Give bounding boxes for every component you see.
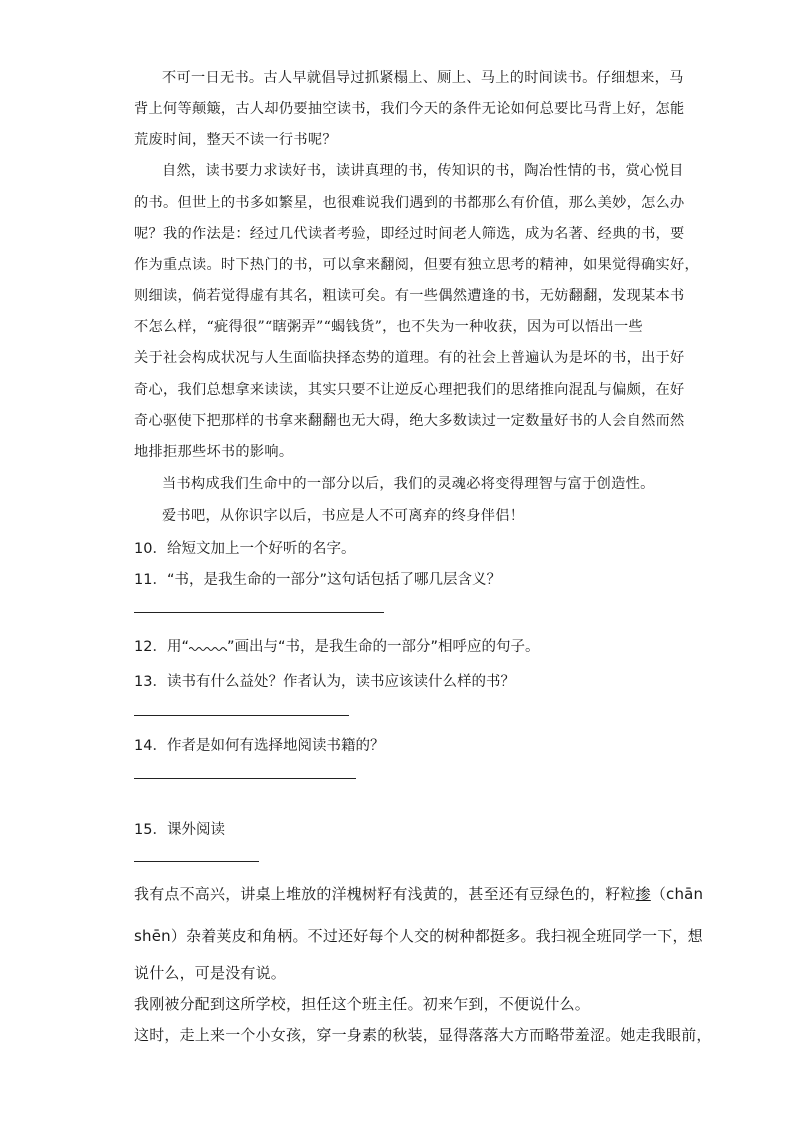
passage-line: 爱书吧，从你识字以后，书应是人不可离弃的终身伴侣！ (162, 508, 525, 524)
reading2-text: 我有点不高兴，讲桌上堆放的洋槐树籽有浅黄的，甚至还有豆绿色的，籽粒 (134, 885, 636, 903)
reading2-line: shēn）杂着荚皮和角柄。不过还好每个人交的树种都挺多。我扫视全班同学一下，想 (134, 927, 703, 945)
question-13: 13．读书有什么益处？作者认为，读书应该读什么样的书？ (134, 674, 515, 690)
passage-line: 作为重点读。时下热门的书，可以拿来翻阅，但要有独立思考的精神，如果觉得确实好， (134, 257, 700, 273)
passage-line: 则细读，倘若觉得虚有其名，粗读可矣。有一些偶然遭逢的书，无妨翻翻，发现某本书 (134, 288, 685, 304)
q12-prefix: 12．用“ (134, 639, 189, 655)
passage-line: 不怎么样，“疵得很”“瞎粥弄”“蝎钱货”，也不失为一种收获，因为可以悟出一些 (134, 319, 643, 335)
passage-line: 当书构成我们生命中的一部分以后，我们的灵魂必将变得理智与富于创造性。 (162, 476, 655, 492)
question-11: 11．“书，是我生命的一部分”这句话包括了哪几层含义？ (134, 572, 501, 588)
passage-line: 奇心驱使下把那样的书拿来翻翻也无大碍，绝大多数读过一定数量好书的人会自然而然 (134, 413, 685, 429)
reading2-line: 说什么，可是没有说。 (134, 964, 287, 982)
passage-line: 关于社会构成状况与人生面临抉择态势的道理。有的社会上普遍认为是坏的书，出于好 (134, 350, 685, 366)
passage-line: 呢？我的作法是：经过几代读者考验，即经过时间老人筛选，成为名著、经典的书，要 (134, 226, 685, 242)
passage-line: 不可一日无书。古人早就倡导过抓紧榻上、厕上、马上的时间读书。仔细想来，马 (162, 70, 684, 86)
pinyin-annotation: （chān (650, 885, 704, 903)
answer-line-11[interactable] (134, 612, 384, 613)
passage-line: 荒废时间，整天不读一行书呢？ (134, 132, 337, 148)
reading2-line (134, 883, 703, 904)
q12-suffix: ”画出与“书，是我生命的一部分”相呼应的句子。 (226, 639, 540, 655)
wavy-underline-icon (189, 643, 227, 651)
passage-line: 背上何等颠簸，古人却仍要抽空读书，我们今天的条件无论如何总要比马背上好，怎能 (134, 101, 685, 117)
answer-line-14[interactable] (134, 778, 356, 779)
passage-line: 地排拒那些坏书的影响。 (134, 444, 294, 460)
question-10: 10．给短文加上一个好听的名字。 (134, 541, 356, 557)
question-12 (134, 635, 540, 656)
passage-line: 的书。但世上的书多如繁星，也很难说我们遇到的书都那么有价值，那么美妙，怎么办 (134, 195, 685, 211)
question-15: 15．课外阅读 (134, 822, 225, 838)
passage-line: 奇心，我们总想拿来读读，其实只要不让逆反心理把我们的思绪推向混乱与偏颇，在好 (134, 382, 685, 398)
reading2-line: 这时，走上来一个小女孩，穿一身素的秋装，显得落落大方而略带羞涩。她走我眼前， (134, 1026, 712, 1044)
question-14: 14．作者是如何有选择地阅读书籍的？ (134, 738, 385, 754)
reading2-line: 我刚被分配到这所学校，担任这个班主任。初来乍到，不便说什么。 (134, 995, 591, 1013)
title-blank-15[interactable] (134, 861, 259, 862)
underlined-character: 掺 (635, 885, 651, 903)
answer-line-13[interactable] (134, 715, 349, 716)
passage-line: 自然，读书要力求读好书，读讲真理的书，传知识的书，陶冶性情的书，赏心悦目 (162, 163, 684, 179)
